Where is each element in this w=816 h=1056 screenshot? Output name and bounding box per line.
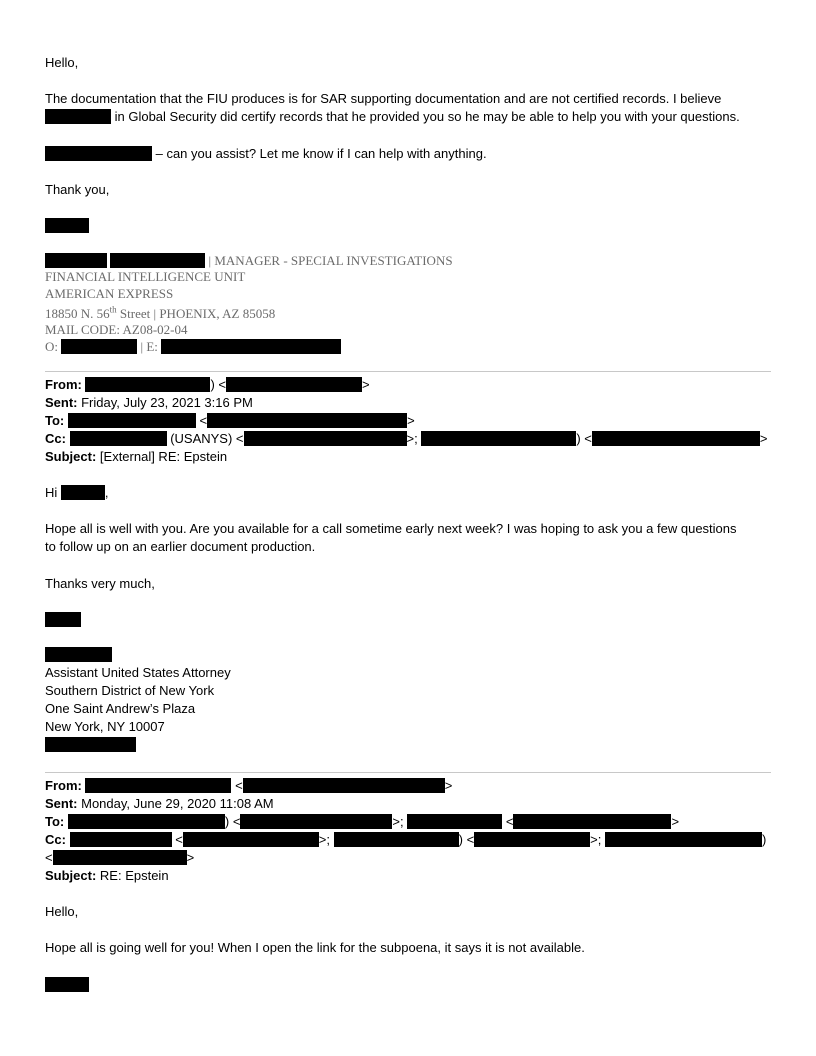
header-cc: Cc: < >; ) < >; ) [45,832,767,847]
header-from: From: < > [45,778,453,793]
header-subject: Subject: RE: Epstein [45,868,169,883]
header-to: To: < > [45,413,415,428]
redaction [226,377,362,392]
header-cc: Cc: (USANYS) < >; ) < > [45,431,768,446]
redaction [45,218,89,233]
redaction [70,431,167,446]
redaction [244,431,407,446]
redaction [161,339,341,354]
redaction [45,737,136,752]
header-from: From: ) < > [45,377,370,392]
signature-city: New York, NY 10007 [45,719,165,734]
body-line: Hope all is going well for you! When I open the link for the subpoena, it says it is not available. [45,940,585,955]
redaction [53,850,187,865]
signature-street: One Saint Andrew’s Plaza [45,701,196,716]
redaction [605,832,762,847]
signature-mail-code: MAIL CODE: AZ08-02-04 [45,322,188,337]
redaction [45,647,112,662]
redaction [70,832,172,847]
signature-title: Assistant United States Attorney [45,665,231,680]
redaction [68,814,225,829]
greeting: Hello, [45,55,79,70]
greeting: Hi , [45,485,109,500]
redaction [61,485,105,500]
redaction [85,778,231,793]
sender-name [45,217,89,235]
redaction [85,377,210,392]
redaction [240,814,392,829]
signature-address: 18850 N. 56th Street | PHOENIX, AZ 85058 [45,304,276,321]
signature-unit: FINANCIAL INTELLIGENCE UNIT [45,269,246,284]
body-line: Hope all is well with you. Are you available for a call sometime early next week? I was hoping to ask you a few questions [45,521,737,536]
redaction [474,832,590,847]
signature-contact [45,736,136,754]
sender-name [45,611,81,629]
redaction [61,339,137,354]
body-line: The documentation that the FIU produces is for SAR supporting documentation and are not certified records. I believe [45,91,722,106]
closing: Thanks very much, [45,576,155,591]
redaction [207,413,407,428]
signature-title: | MANAGER - SPECIAL INVESTIGATIONS [45,252,453,270]
header-subject: Subject: [External] RE: Epstein [45,449,228,464]
redaction [110,253,205,268]
signature-district: Southern District of New York [45,683,215,698]
body-line: – can you assist? Let me know if I can help with anything. [45,145,487,163]
redaction [45,253,107,268]
body-line: in Global Security did certify records that he provided you so he may be able to help you with your questions. [45,108,740,126]
divider [45,772,771,773]
signature-company: AMERICAN EXPRESS [45,286,174,301]
header-sent: Sent: Friday, July 23, 2021 3:16 PM [45,395,253,410]
body-line: to follow up on an earlier document production. [45,539,316,554]
divider [45,371,771,372]
redaction [407,814,502,829]
redaction [68,413,196,428]
greeting: Hello, [45,904,79,919]
closing: Thank you, [45,182,110,197]
redaction [592,431,760,446]
sender-name [45,976,89,994]
redaction [243,778,445,793]
redaction [45,109,111,124]
redaction [421,431,576,446]
redaction [183,832,319,847]
header-to: To: ) < >; < > [45,814,680,829]
redaction [513,814,671,829]
signature-contact: O: | E: [45,338,341,356]
redaction [45,146,152,161]
header-sent: Sent: Monday, June 29, 2020 11:08 AM [45,796,274,811]
signature-name [45,646,112,664]
header-cc-continued: < > [45,850,195,865]
redaction [45,977,89,992]
redaction [334,832,459,847]
redaction [45,612,81,627]
